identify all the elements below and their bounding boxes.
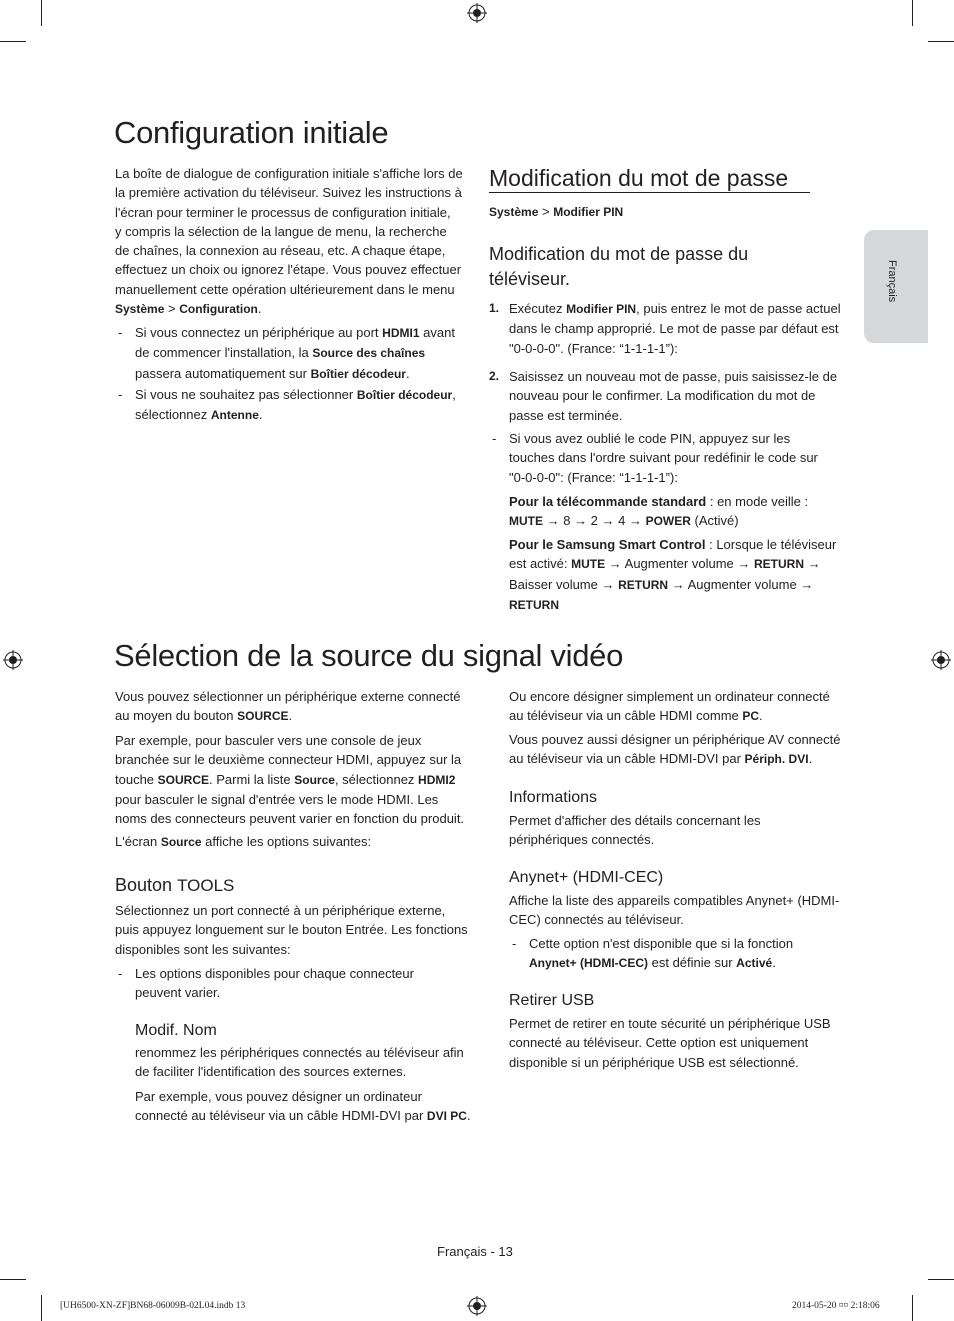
- crop-mark-bottom-right-h: [928, 1279, 954, 1280]
- standard-remote-sequence: Pour la télécommande standard : en mode veille : MUTE → 8 → 2 → 4 → POWER (Activé): [509, 494, 809, 529]
- modif-nom-title: Modif. Nom: [135, 1022, 217, 1039]
- anynet-title: Anynet+ (HDMI-CEC): [509, 869, 664, 886]
- source-example: Par exemple, pour basculer vers une console de jeux branchée sur le deuxième connecteur HDMI, appuyez sur la touche SOURCE. Parmi la liste Source, sélectionnez HDMI2 pour basculer le signal d'entrée vers le mode HDMI. Les noms des connecteurs peuvent varier en fonction du produit.: [115, 733, 465, 827]
- note-dash: -: [118, 966, 123, 981]
- password-step-1: 1. Exécutez Modifier PIN, puis entrez le mot de passe actuel dans le champ approprié. Le mot de passe par défaut est "0-0-0-0". (France: “1-1-1-1”):: [489, 301, 841, 356]
- registration-mark-right-icon: [931, 650, 951, 670]
- tools-text: Sélectionnez un port connecté à un périphérique externe, puis appuyez longuement sur le bouton Entrée. Les fonctions disponibles sont les suivantes:: [115, 903, 468, 957]
- crop-mark-top-right-v: [912, 0, 913, 26]
- registration-mark-top-icon: [467, 3, 487, 23]
- print-slug-left: [UH6500-XN-ZF]BN68-06009B-02L04.indb 13: [60, 1301, 246, 1311]
- modif-nom-example: Par exemple, vous pouvez désigner un ordinateur connecté au téléviseur via un câble HDMI-DVI par DVI PC.: [135, 1089, 471, 1124]
- anynet-text: Affiche la liste des appareils compatibles Anynet+ (HDMI- CEC) connectés au téléviseur.: [509, 893, 840, 928]
- menu-path-system: Système: [115, 302, 165, 317]
- note-dash: -: [512, 936, 517, 951]
- language-side-tab: [864, 230, 928, 343]
- crop-mark-bottom-left-v: [41, 1295, 42, 1321]
- intro-line: manuellement cette opération ultérieurement dans le menu: [115, 281, 455, 297]
- section-title-configuration: Configuration initiale: [114, 115, 389, 150]
- smart-control-sequence: Pour le Samsung Smart Control : Lorsque le téléviseur est activé: MUTE → Augmenter volume → RETURN → Baisser volume → RETURN → Augmenter volume → RETURN: [509, 537, 837, 612]
- retirer-usb-title: Retirer USB: [509, 992, 595, 1009]
- crop-mark-top-left-h: [0, 41, 26, 42]
- modif-nom-text: renommez les périphériques connectés au téléviseur afin de faciliter l'identification des sources externes.: [135, 1045, 464, 1080]
- note-decoder: - Si vous ne souhaitez pas sélectionner Boîtier décodeur, sélectionnez Antenne.: [118, 387, 456, 423]
- menu-path: Système > Configuration.: [115, 301, 262, 317]
- step-number: 1.: [489, 301, 500, 315]
- anynet-note: - Cette option n'est disponible que si la fonction Anynet+ (HDMI-CEC) est définie sur Activé.: [512, 936, 794, 971]
- password-menu-path: Système > Modifier PIN: [489, 204, 624, 219]
- password-step-2: 2. Saisissez un nouveau mot de passe, puis saisissez-le de nouveau pour le confirmer. La modification du mot de passe est terminée.: [489, 369, 838, 423]
- section-title-source: Sélection de la source du signal vidéo: [114, 638, 624, 673]
- registration-mark-bottom-icon: [467, 1296, 487, 1316]
- intro-line: de chaînes, la connexion au réseau, etc. A chaque étape,: [115, 243, 446, 259]
- crop-mark-bottom-right-v: [912, 1295, 913, 1321]
- tools-title: Bouton TOOLS: [115, 875, 235, 895]
- dvi-label-text: Vous pouvez aussi désigner un périphérique AV connecté au téléviseur via un câble HDMI-DVI par Périph. DVI.: [509, 732, 841, 767]
- note-hdmi1: - Si vous connectez un périphérique au port HDMI1 avant de commencer l'installation, la Source des chaînes passera automatiquement sur Boîtier décodeur.: [118, 325, 455, 381]
- registration-mark-left-icon: [3, 650, 23, 670]
- informations-title: Informations: [509, 789, 598, 806]
- password-title: Modification du mot de passe: [489, 165, 789, 191]
- intro-line: y compris la sélection de la langue de menu, la recherche: [115, 223, 447, 239]
- print-slug-right: 2014-05-20 ¤¤ 2:18:06: [792, 1301, 880, 1311]
- note-dash: -: [118, 387, 123, 402]
- informations-text: Permet d'afficher des détails concernant les périphériques connectés.: [509, 813, 761, 848]
- source-screen-text: L'écran Source affiche les options suivantes:: [115, 834, 372, 849]
- note-dash: -: [118, 325, 123, 340]
- page-number: Français - 13: [437, 1244, 513, 1259]
- crop-mark-top-left-v: [41, 0, 42, 26]
- retirer-usb-text: Permet de retirer en toute sécurité un périphérique USB connecté au téléviseur. Cette option est uniquement disponible si un périphérique USB est sélectionné.: [509, 1016, 831, 1070]
- intro-line: la première activation du téléviseur. Suivez les instructions à: [115, 185, 462, 201]
- intro-line: l'écran pour terminer le processus de configuration initiale,: [115, 204, 451, 220]
- configuration-intro: [115, 164, 465, 319]
- pc-label-text: Ou encore désigner simplement un ordinateur connecté au téléviseur via un câble HDMI comme PC.: [509, 689, 830, 724]
- menu-path-configuration: Configuration: [179, 302, 258, 317]
- password-title-underline: [489, 192, 810, 193]
- password-subtitle: Modification du mot de passe du téléviseur.: [489, 244, 749, 289]
- intro-line: effectuez un choix ou ignorez l'étape. Vous pouvez effectuer: [115, 262, 462, 278]
- intro-line: La boîte de dialogue de configuration initiale s'affiche lors de: [115, 166, 463, 181]
- tools-note: - Les options disponibles pour chaque connecteur peuvent varier.: [118, 966, 414, 1001]
- language-side-tab-label: Français: [886, 260, 898, 303]
- password-note: - Si vous avez oublié le code PIN, appuyez sur les touches dans l'ordre suivant pour redéfinir le code sur "0-0-0-0": (France: “1-1-1-1”):: [492, 431, 818, 485]
- crop-mark-bottom-left-h: [0, 1279, 26, 1280]
- note-dash: -: [492, 431, 497, 446]
- source-intro: Vous pouvez sélectionner un périphérique externe connecté au moyen du bouton SOURCE.: [115, 689, 461, 724]
- step-number: 2.: [489, 369, 500, 383]
- crop-mark-top-right-h: [928, 41, 954, 42]
